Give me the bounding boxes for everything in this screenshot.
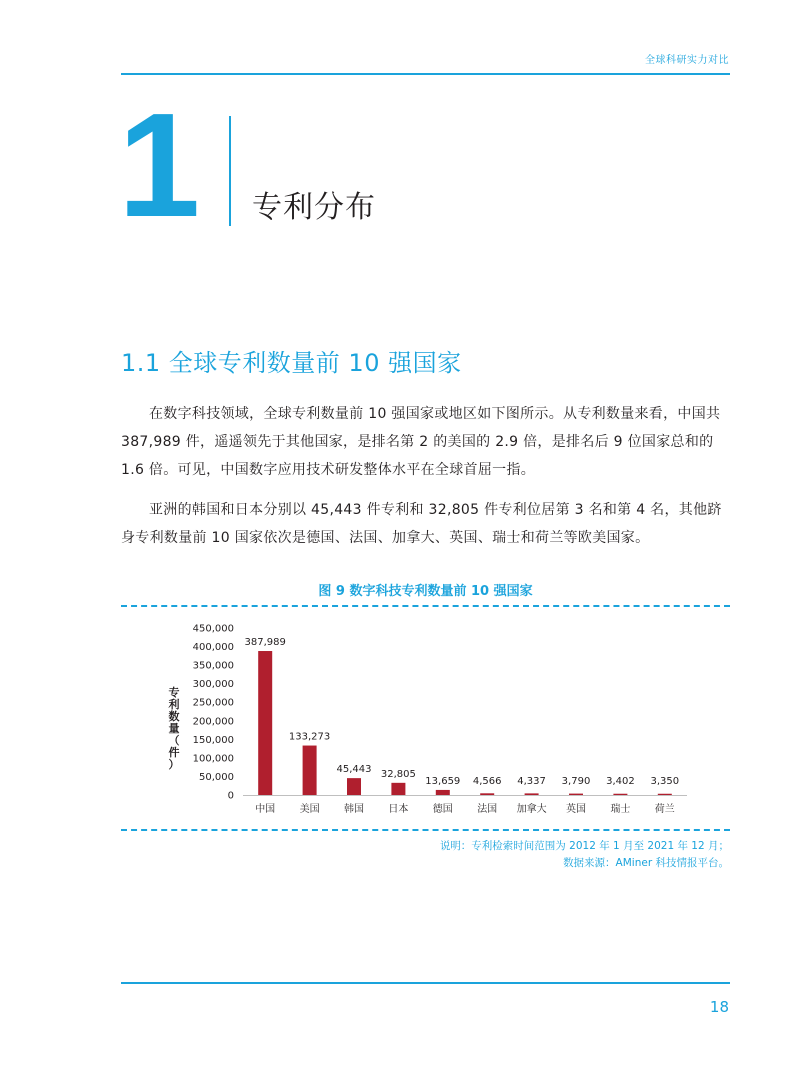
y-axis-title-char: （ <box>168 734 180 747</box>
data-label: 32,805 <box>380 768 416 780</box>
bar-中国 <box>258 651 272 795</box>
data-label: 3,402 <box>606 776 635 787</box>
y-tick-label: 250,000 <box>192 697 234 709</box>
y-tick-label: 450,000 <box>192 623 234 635</box>
x-tick-label: 加拿大 <box>516 804 547 815</box>
y-tick-label: 300,000 <box>192 679 234 691</box>
x-tick-label: 韩国 <box>344 804 364 815</box>
figure-title: 图 9 数字科技专利数量前 10 强国家 <box>318 584 533 599</box>
header-rule <box>121 73 730 75</box>
data-label: 4,337 <box>517 776 546 787</box>
y-axis-title-char: 量 <box>168 722 180 735</box>
y-tick-label: 200,000 <box>192 716 234 728</box>
chapter-title: 专利分布 <box>252 190 376 225</box>
y-tick-label: 100,000 <box>192 753 234 765</box>
data-label: 3,790 <box>561 776 591 787</box>
x-tick-label: 荷兰 <box>654 804 675 815</box>
y-axis-title-char: ） <box>168 758 180 771</box>
bar-日本 <box>391 783 405 795</box>
figure-top-dashed-rule <box>121 605 730 607</box>
bar-荷兰 <box>658 794 672 795</box>
bar-美国 <box>303 746 317 795</box>
y-axis-title-char: 利 <box>168 698 180 711</box>
footer-rule <box>121 982 730 984</box>
y-tick-label: 400,000 <box>192 642 234 654</box>
y-tick-label: 350,000 <box>192 660 234 672</box>
running-header: 全球科研实力对比 <box>645 55 729 66</box>
x-tick-label: 英国 <box>566 804 586 815</box>
patent-bar-chart <box>121 610 730 825</box>
data-label: 4,566 <box>472 776 502 787</box>
data-label: 133,273 <box>288 731 331 743</box>
figure-bottom-dashed-rule <box>121 829 730 831</box>
y-axis-title-char: 专 <box>168 686 180 699</box>
data-label: 13,659 <box>425 775 461 787</box>
x-axis-labels <box>255 802 675 815</box>
y-axis-title-char: 件 <box>168 746 180 759</box>
bar-加拿大 <box>525 793 539 795</box>
x-tick-label: 中国 <box>255 804 276 815</box>
bars <box>258 651 672 795</box>
bar-德国 <box>436 790 450 795</box>
bar-法国 <box>480 793 494 795</box>
data-label: 45,443 <box>336 764 372 776</box>
x-tick-label: 法国 <box>477 804 498 815</box>
x-tick-label: 美国 <box>299 804 320 815</box>
body-paragraph: 亚洲的韩国和日本分别以 45,443 件专利和 32,805 件专利位居第 3 名和第 4 名，其他跻身专利数量前 10 国家依次是德国、法国、加拿大、英国、瑞士和荷兰等欧美国家。 <box>121 502 722 546</box>
bar-瑞士 <box>613 794 627 795</box>
body-paragraph: 在数字科技领域，全球专利数量前 10 强国家或地区如下图所示。从专利数量来看，中国共 387,989 件，遥遥领先于其他国家，是排名第 2 的美国的 2.9 倍，是排名后 9 位国家总和的 1.6 倍。可见，中国数字应用技术研发整体水平在全球首屈一指。 <box>121 406 721 478</box>
data-label: 387,989 <box>244 637 286 649</box>
x-tick-label: 德国 <box>432 804 453 815</box>
data-label: 3,350 <box>650 776 680 787</box>
y-axis-title-char: 数 <box>168 710 180 723</box>
bar-英国 <box>569 794 583 795</box>
chapter-divider <box>229 116 231 226</box>
section-heading: 1.1 全球专利数量前 10 强国家 <box>121 349 462 377</box>
x-tick-label: 日本 <box>388 804 409 815</box>
figure-source: 数据来源：AMiner 科技情报平台。 <box>563 857 729 869</box>
y-axis-ticks <box>193 624 234 802</box>
y-tick-label: 150,000 <box>192 734 234 746</box>
chapter-number: 1 <box>118 83 201 248</box>
y-tick-label: 0 <box>227 790 234 802</box>
bar-韩国 <box>347 778 361 795</box>
page-number: 18 <box>709 998 729 1016</box>
figure-note: 说明：专利检索时间范围为 2012 年 1 月至 2021 年 12 月； <box>439 840 729 852</box>
x-tick-label: 瑞士 <box>610 804 631 815</box>
y-tick-label: 50,000 <box>199 771 234 783</box>
y-axis-title <box>168 685 180 771</box>
